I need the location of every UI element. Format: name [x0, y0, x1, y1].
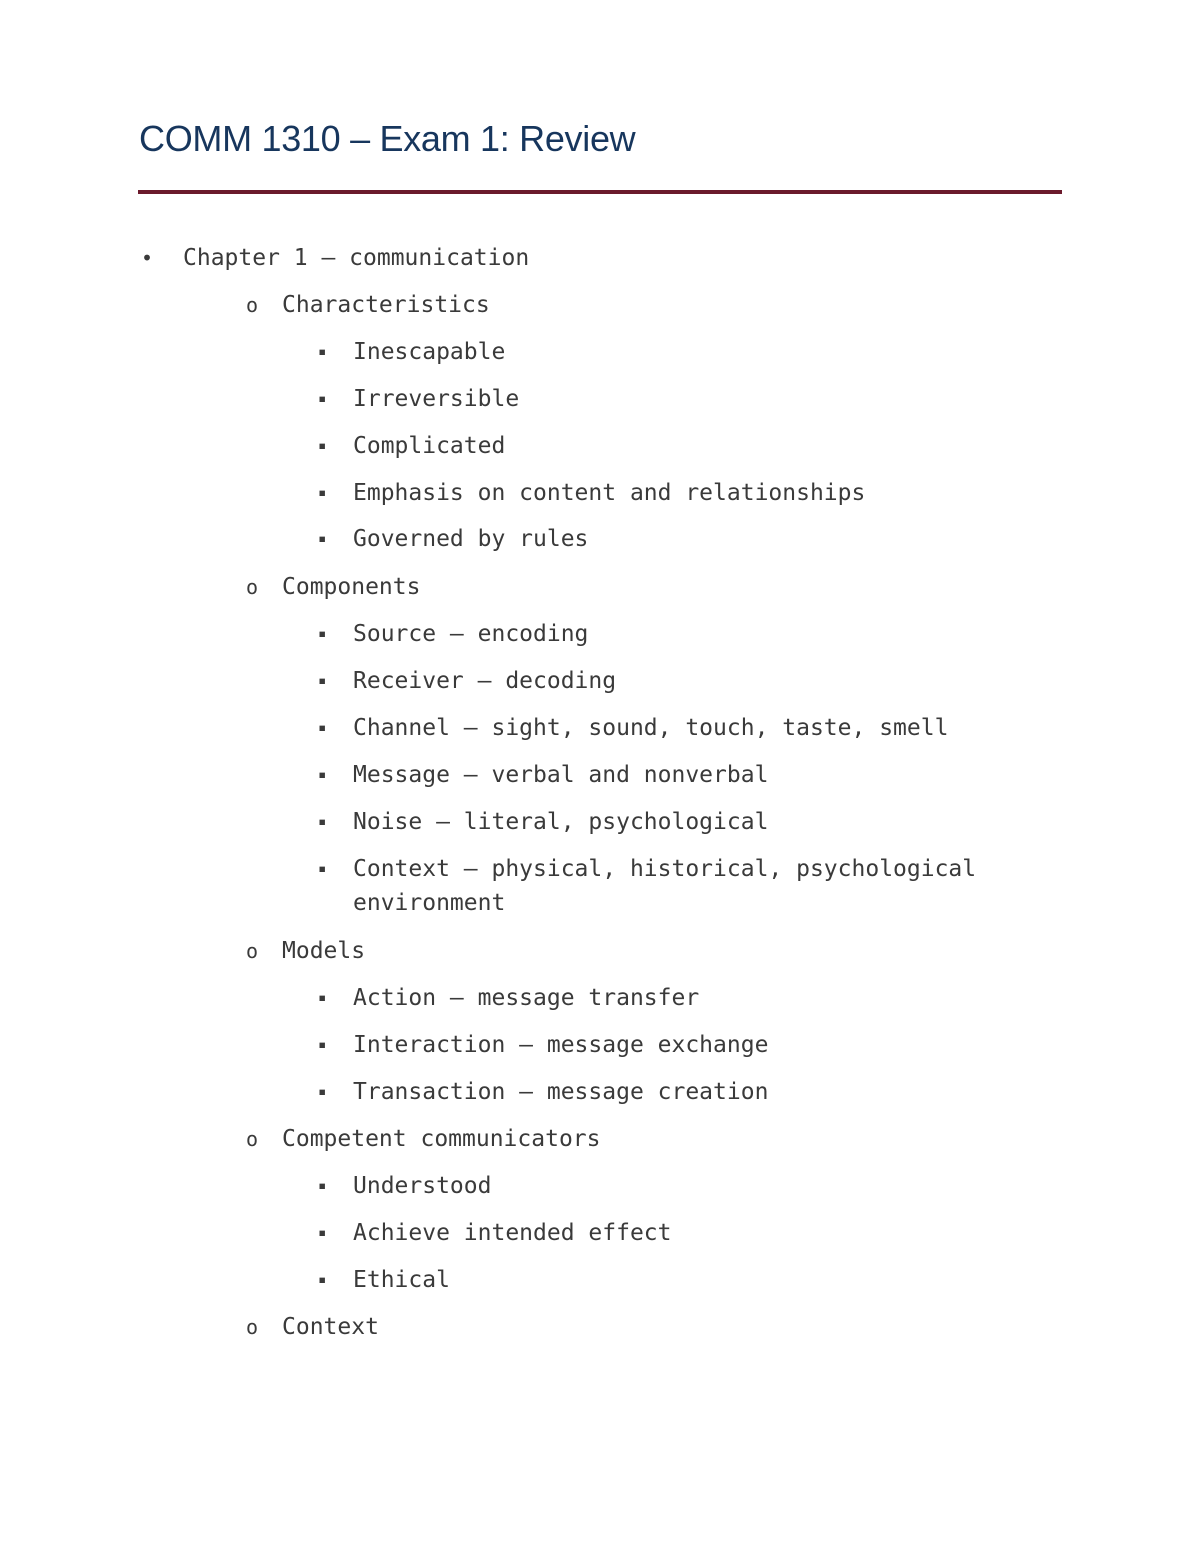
- bullet: ▪: [318, 861, 327, 877]
- item-label: Complicated: [353, 433, 506, 459]
- bullet: ▪: [318, 438, 327, 454]
- item-label: Source – encoding: [353, 621, 589, 647]
- section-label: Characteristics: [282, 292, 490, 318]
- section-label: Models: [282, 938, 366, 964]
- bullet: o: [246, 939, 259, 963]
- chapter-label: Chapter 1 – communication: [183, 245, 530, 271]
- bullet: ▪: [318, 673, 327, 689]
- section-label: Competent communicators: [282, 1126, 601, 1152]
- bullet: ▪: [318, 720, 327, 736]
- bullet: ▪: [318, 814, 327, 830]
- bullet: ▪: [318, 1225, 327, 1241]
- item-label: environment: [353, 890, 506, 916]
- bullet: ▪: [318, 767, 327, 783]
- bullet: ▪: [318, 1272, 327, 1288]
- bullet: o: [246, 293, 259, 317]
- bullet: o: [246, 575, 259, 599]
- section-label: Context: [282, 1314, 379, 1340]
- bullet: ▪: [318, 391, 327, 407]
- item-label: Irreversible: [353, 386, 520, 412]
- section-label: Components: [282, 574, 421, 600]
- bullet: •: [141, 246, 154, 270]
- item-label: Action – message transfer: [353, 985, 700, 1011]
- page-title: COMM 1310 – Exam 1: Review: [139, 118, 636, 159]
- bullet: o: [246, 1315, 259, 1339]
- item-label: Interaction – message exchange: [353, 1032, 769, 1058]
- item-label: Noise – literal, psychological: [353, 809, 769, 835]
- bullet: ▪: [318, 990, 327, 1006]
- bullet: ▪: [318, 626, 327, 642]
- bullet: ▪: [318, 1084, 327, 1100]
- bullet: ▪: [318, 344, 327, 360]
- bullet: ▪: [318, 531, 327, 547]
- item-label: Transaction – message creation: [353, 1079, 769, 1105]
- item-label: Inescapable: [353, 339, 506, 365]
- item-label: Ethical: [353, 1267, 450, 1293]
- bullet: o: [246, 1127, 259, 1151]
- item-label: Receiver – decoding: [353, 668, 617, 694]
- item-label: Emphasis on content and relationships: [353, 480, 866, 506]
- item-label: Context – physical, historical, psychological: [353, 856, 977, 882]
- item-label: Message – verbal and nonverbal: [353, 762, 769, 788]
- bullet: ▪: [318, 1178, 327, 1194]
- item-label: Achieve intended effect: [353, 1220, 672, 1246]
- item-label: Understood: [353, 1173, 492, 1199]
- item-label: Channel – sight, sound, touch, taste, smell: [353, 715, 949, 741]
- item-label: Governed by rules: [353, 526, 589, 552]
- bullet: ▪: [318, 1037, 327, 1053]
- bullet: ▪: [318, 485, 327, 501]
